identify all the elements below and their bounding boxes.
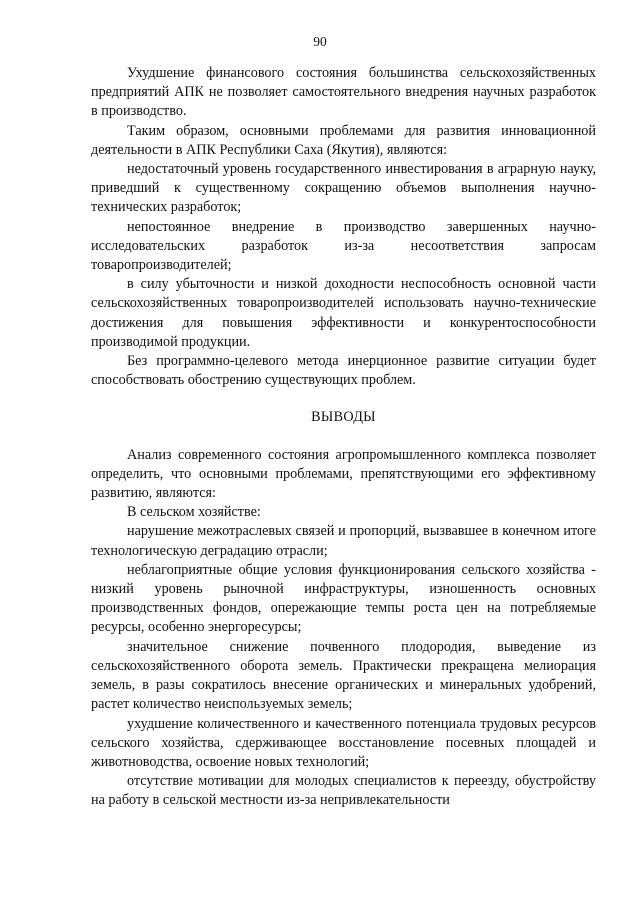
list-item: недостаточный уровень государственного инвестирования в аграрную науку, приведший к существенному сокращению объемов выполнения научно-технических разработок; [91, 161, 596, 216]
list-item: непостоянное внедрение в производство завершенных научно-исследовательских разработок из-за несоответствия запросам товаропроизводителей; [91, 218, 596, 274]
list-item: отсутствие мотивации для молодых специалистов к переезду, обустройству на работу в сельской местности из-за непривлекательности [91, 773, 596, 809]
list-item: ухудшение количественного и качественного потенциала трудовых ресурсов сельского хозяйства, сдерживающее восстановление посевных площадей и животноводства, освоение новых технологий; [91, 715, 596, 770]
list-item: неблагоприятные общие условия функционирования сельского хозяйства - низкий уровень рыночной инфраструктуры, изношенность основных производственных фондов, опережающие темпы роста цен на потребляемые ресурсы, особенно энергоресурсы; [91, 561, 596, 636]
section-title: ВЫВОДЫ [311, 409, 376, 426]
paragraph: Таким образом, основными проблемами для развития инновационной деятельности в АПК Республики Саха (Якутия), являются: [91, 122, 596, 158]
list-item: значительное снижение почвенного плодородия, выведение из сельскохозяйственного оборота земель. Практически прекращена мелиорация земель, в разы сократилось внесение органических и минеральных удобрений, растет количество неиспользуемых земель; [91, 638, 596, 713]
paragraph: Ухудшение финансового состояния большинства сельскохозяйственных предприятий АПК не позволяет самостоятельного внедрения научных разработок в производство. [91, 65, 596, 120]
subheading: В сельском хозяйстве: [127, 504, 261, 521]
list-item: нарушение межотраслевых связей и пропорций, вызвавшее в конечном итоге технологическую деградацию отрасли; [91, 523, 596, 559]
paragraph: Без программно-целевого метода инерционное развитие ситуации будет способствовать обострению существующих проблем. [91, 353, 596, 389]
page-number: 90 [313, 34, 327, 49]
list-item: в силу убыточности и низкой доходности неспособность основной части сельскохозяйственных товаропроизводителей использовать научно-технические достижения для повышения эффективности и конкурентоспособности производимой продукции. [91, 276, 596, 350]
paragraph: Анализ современного состояния агропромышленного комплекса позволяет определить, что основными проблемами, препятствующими его эффективному развитию, являются: [91, 446, 596, 502]
page-body [91, 64, 596, 811]
